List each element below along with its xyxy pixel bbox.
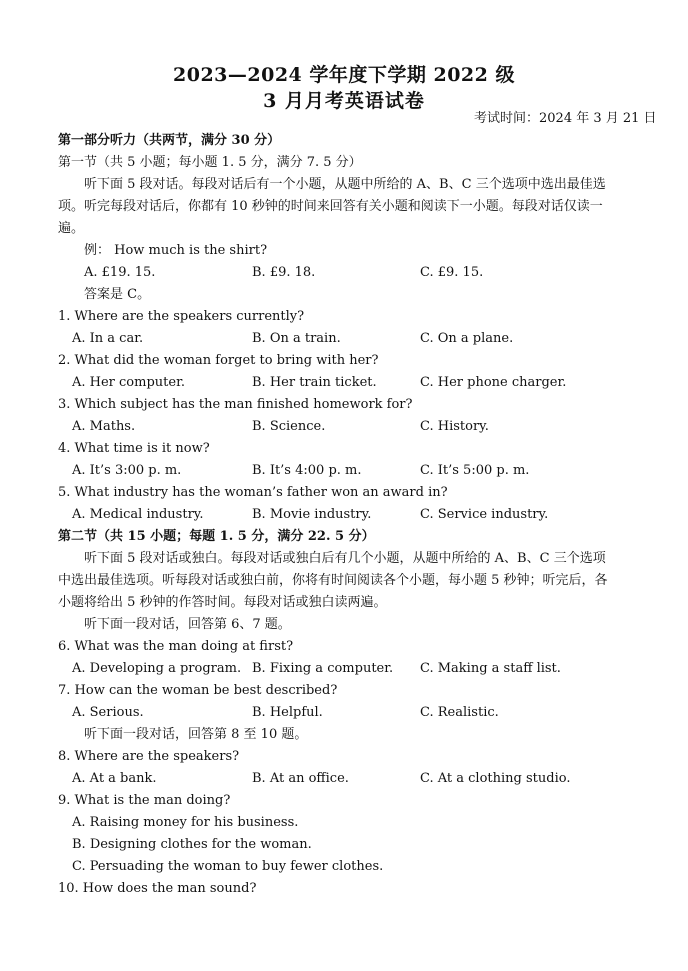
option-b: B. Science.	[252, 419, 326, 434]
listening-prompt: 听下面一段对话，回答第 8 至 10 题。	[84, 727, 308, 742]
section1-instruction: 遍。	[58, 221, 85, 236]
option-a: A. In a car.	[72, 331, 144, 346]
option-b: B. Movie industry.	[252, 507, 372, 522]
example-option-c: C. £9. 15.	[420, 265, 484, 280]
example-option-b: B. £9. 18.	[252, 265, 316, 280]
section2-instruction: 中选出最佳选项。听每段对话或独白前，你将有时间阅读各个小题，每小题 5 秒钟；听完后，各	[58, 573, 608, 588]
question-2: 2. What did the woman forget to bring with her?	[58, 353, 379, 368]
option-a: A. At a bank.	[72, 771, 157, 786]
option-c: C. Making a staff list.	[420, 661, 561, 676]
option-c: C. Realistic.	[420, 705, 499, 720]
option-a: A. Developing a program.	[72, 661, 242, 676]
question-4: 4. What time is it now?	[58, 441, 210, 456]
listening-prompt: 听下面一段对话，回答第 6、7 题。	[84, 617, 291, 632]
page-title: 2023—2024 学年度下学期 2022 级	[173, 64, 515, 86]
question-6: 6. What was the man doing at first?	[58, 639, 294, 654]
section1-instruction: 听下面 5 段对话。每段对话后有一个小题，从题中所给的 A、B、C 三个选项中选出最佳选	[84, 177, 606, 192]
question-3: 3. Which subject has the man finished homework for?	[58, 397, 413, 412]
question-10: 10. How does the man sound?	[58, 881, 257, 896]
option-c: C. It’s 5:00 p. m.	[420, 463, 530, 478]
question-7: 7. How can the woman be best described?	[58, 683, 338, 698]
exam-time: 考试时间：2024 年 3 月 21 日	[474, 111, 657, 126]
option-a: A. Serious.	[72, 705, 144, 720]
option-b: B. Designing clothes for the woman.	[72, 837, 312, 852]
option-b: B. Fixing a computer.	[252, 661, 394, 676]
option-b: B. Her train ticket.	[252, 375, 377, 390]
option-c: C. Service industry.	[420, 507, 549, 522]
question-5: 5. What industry has the woman’s father won an award in?	[58, 485, 448, 500]
option-c: C. At a clothing studio.	[420, 771, 571, 786]
option-a: A. Raising money for his business.	[72, 815, 299, 830]
option-a: A. It’s 3:00 p. m.	[72, 463, 182, 478]
question-8: 8. Where are the speakers?	[58, 749, 240, 764]
option-c: C. On a plane.	[420, 331, 514, 346]
example-question: 例： How much is the shirt?	[84, 243, 268, 258]
question-1: 1. Where are the speakers currently?	[58, 309, 305, 324]
example-answer: 答案是 C。	[84, 287, 151, 302]
option-a: A. Medical industry.	[72, 507, 204, 522]
section2-heading: 第二节（共 15 小题；每题 1. 5 分，满分 22. 5 分）	[58, 529, 375, 544]
option-a: A. Maths.	[72, 419, 136, 434]
section2-instruction: 听下面 5 段对话或独白。每段对话或独白后有几个小题，从题中所给的 A、B、C 三个选项	[84, 551, 606, 566]
option-b: B. Helpful.	[252, 705, 323, 720]
option-b: B. On a train.	[252, 331, 341, 346]
option-b: B. It’s 4:00 p. m.	[252, 463, 362, 478]
question-9: 9. What is the man doing?	[58, 793, 231, 808]
section1-heading: 第一节（共 5 小题；每小题 1. 5 分，满分 7. 5 分）	[58, 155, 362, 170]
section1-instruction: 项。听完每段对话后，你都有 10 秒钟的时间来回答有关小题和阅读下一小题。每段对话仅读一	[58, 199, 603, 214]
example-option-a: A. £19. 15.	[84, 265, 156, 280]
option-c: C. History.	[420, 419, 489, 434]
option-c: C. Her phone charger.	[420, 375, 567, 390]
page-subtitle: 3 月月考英语试卷	[263, 90, 425, 112]
part1-heading: 第一部分听力（共两节，满分 30 分）	[58, 133, 281, 148]
option-c: C. Persuading the woman to buy fewer clothes.	[72, 859, 384, 874]
option-a: A. Her computer.	[72, 375, 185, 390]
option-b: B. At an office.	[252, 771, 349, 786]
section2-instruction: 小题将给出 5 秒钟的作答时间。每段对话或独白读两遍。	[58, 595, 387, 610]
